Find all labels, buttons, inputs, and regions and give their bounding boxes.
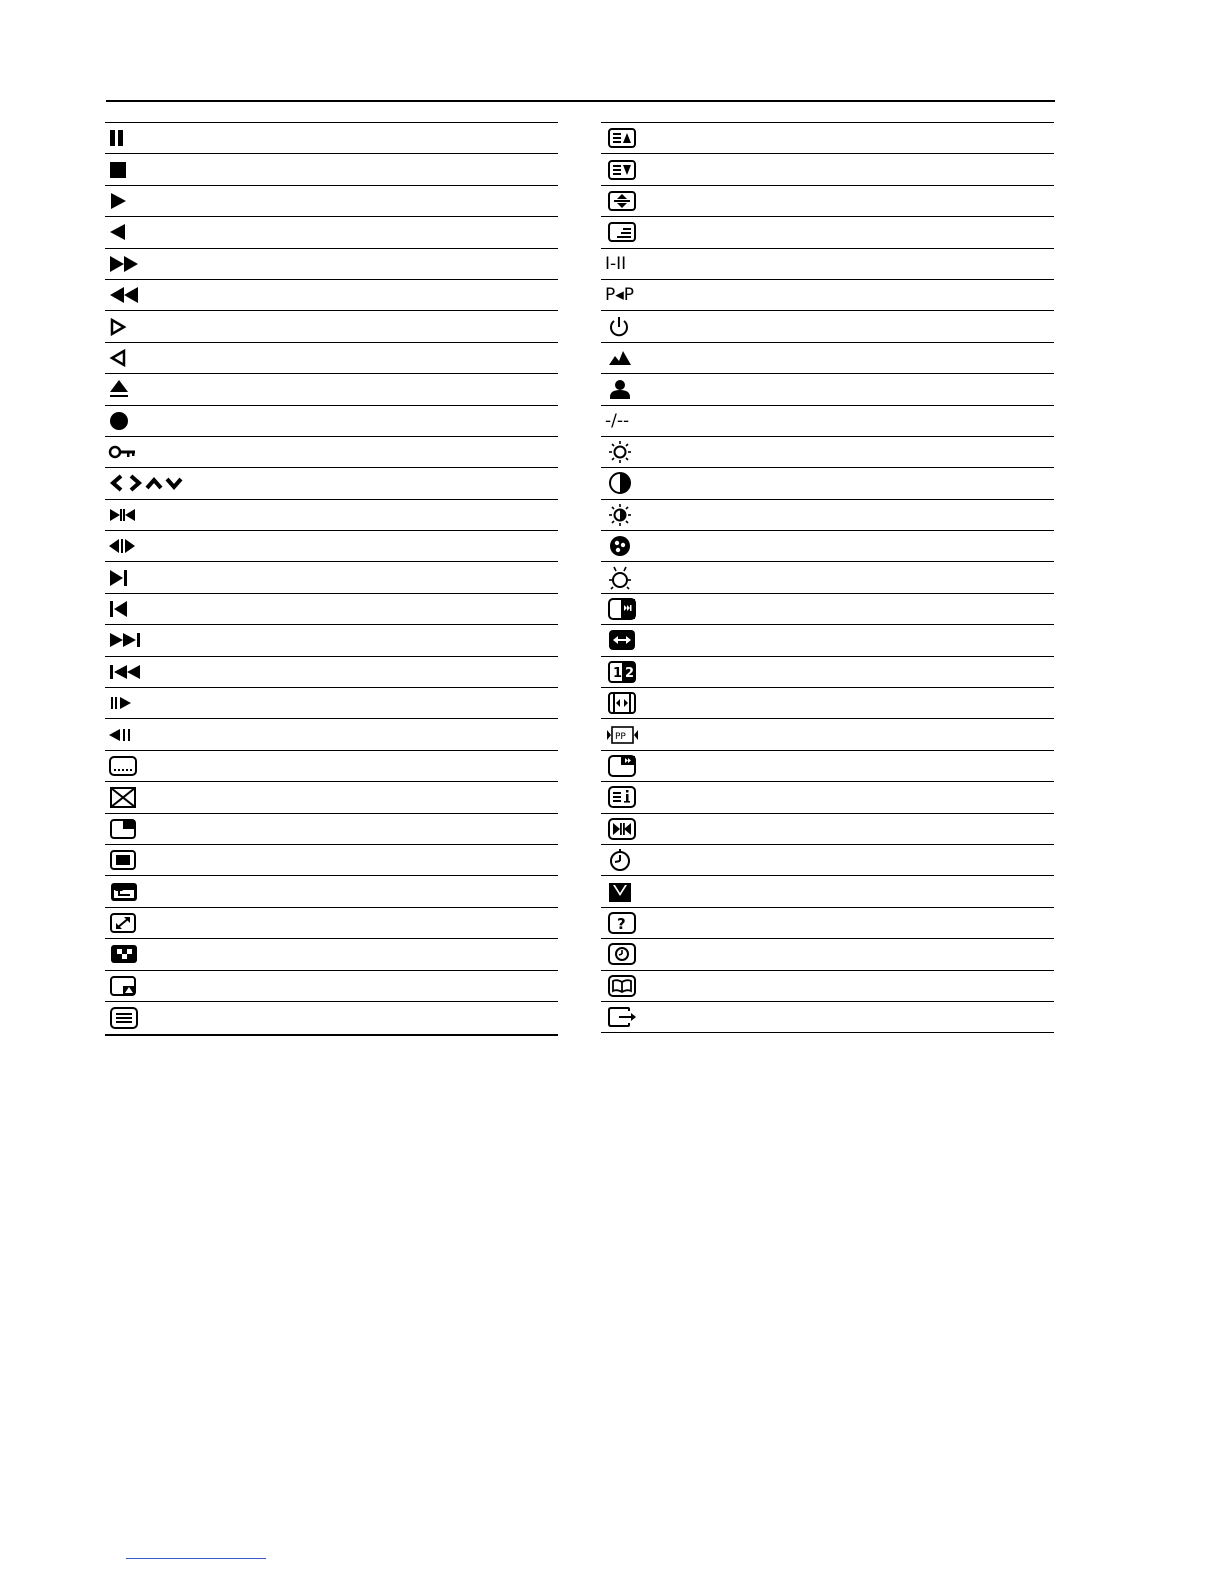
split-screen-icon xyxy=(603,660,643,684)
brightness-contrast-icon xyxy=(603,503,643,527)
stop-icon xyxy=(107,159,147,181)
symbol-row xyxy=(105,719,558,750)
exit-icon xyxy=(603,1005,643,1029)
symbol-row xyxy=(601,468,1054,499)
personal-preset-icon xyxy=(603,378,643,400)
pip-text: P◂P xyxy=(605,285,635,306)
step-split-icon xyxy=(107,535,147,557)
dual-sound-text: I-II xyxy=(605,253,627,274)
pip-swap-icon xyxy=(107,975,147,997)
symbol-row xyxy=(601,688,1054,719)
top-rule xyxy=(106,100,1055,102)
symbol-row xyxy=(105,154,558,185)
symbol-row xyxy=(105,562,558,593)
symbol-row xyxy=(601,562,1054,593)
svg-text:?: ? xyxy=(617,914,626,933)
pause-icon xyxy=(107,127,147,149)
symbol-row xyxy=(601,249,1054,280)
symbol-row xyxy=(105,468,558,499)
symbol-row xyxy=(601,876,1054,907)
symbol-row xyxy=(105,814,558,845)
symbol-row xyxy=(105,186,558,217)
symbol-row xyxy=(601,217,1054,248)
symbol-row xyxy=(105,406,558,437)
symbol-row xyxy=(601,845,1054,876)
left-symbol-column xyxy=(105,122,558,1036)
symbol-row xyxy=(601,782,1054,813)
tint-icon xyxy=(603,566,643,590)
symbol-row xyxy=(601,594,1054,625)
svg-text:2: 2 xyxy=(625,665,635,681)
symbol-row xyxy=(601,908,1054,939)
symbol-row xyxy=(105,374,558,405)
help-icon xyxy=(603,911,643,935)
record-icon xyxy=(107,410,147,432)
subtitle-icon xyxy=(107,755,147,777)
symbol-row xyxy=(105,751,558,782)
symbol-row xyxy=(601,719,1054,750)
right-symbol-column xyxy=(601,122,1054,1033)
teletext-return-icon xyxy=(107,881,147,903)
svg-text:1: 1 xyxy=(613,665,623,681)
symbol-row xyxy=(105,782,558,813)
pip-corner-icon xyxy=(107,818,147,840)
color-icon xyxy=(603,534,643,558)
teletext-list-icon xyxy=(107,1006,147,1030)
key-lock-icon xyxy=(107,441,147,463)
previous-chapter-icon xyxy=(107,661,147,683)
symbol-row xyxy=(601,751,1054,782)
symbol-row xyxy=(105,939,558,970)
frame-reverse-icon xyxy=(107,724,147,746)
next-chapter-icon xyxy=(107,629,147,651)
play-icon xyxy=(107,190,147,212)
mute-picture-icon xyxy=(107,786,147,808)
picture-mode-icon xyxy=(603,347,643,369)
book-icon xyxy=(603,974,643,998)
symbol-row xyxy=(601,625,1054,656)
symbol-row xyxy=(105,876,558,907)
pip-swap-source-icon xyxy=(603,628,643,652)
symbol-row xyxy=(105,280,558,311)
symbol-row xyxy=(601,154,1054,185)
symbol-row xyxy=(601,374,1054,405)
symbol-row xyxy=(601,311,1054,342)
symbol-row xyxy=(601,280,1054,311)
symbol-row xyxy=(601,406,1054,437)
fast-forward-icon xyxy=(107,253,147,275)
text-page-up-icon xyxy=(603,127,643,149)
svg-text:PP: PP xyxy=(615,731,626,742)
favorite-v-icon xyxy=(603,880,643,904)
pip-index-icon xyxy=(603,754,643,778)
symbol-row xyxy=(105,625,558,656)
page-link-underline[interactable] xyxy=(126,1558,266,1559)
symbol-row xyxy=(105,311,558,342)
symbol-row xyxy=(105,217,558,248)
symbol-row xyxy=(105,657,558,688)
symbol-row xyxy=(105,343,558,374)
symbol-row xyxy=(105,1002,558,1036)
text-subpage-icon xyxy=(603,221,643,243)
symbol-row xyxy=(105,971,558,1002)
symbol-row xyxy=(601,186,1054,217)
cursor-arrows-icon xyxy=(107,472,187,494)
text-info-icon xyxy=(603,785,643,809)
symbol-row xyxy=(105,845,558,876)
text-expand-icon xyxy=(603,190,643,212)
symbol-row xyxy=(601,437,1054,468)
eject-icon xyxy=(107,378,147,400)
symbol-row xyxy=(601,343,1054,374)
pip-skip-icon xyxy=(603,597,643,621)
rewind-icon xyxy=(107,284,147,306)
picture-stop-icon xyxy=(107,849,147,871)
symbol-row xyxy=(105,908,558,939)
symbol-row xyxy=(601,814,1054,845)
skip-next-icon xyxy=(107,567,147,589)
slow-forward-icon xyxy=(107,316,147,338)
play-reverse-icon xyxy=(107,221,147,243)
digit-entry-text: -/-- xyxy=(605,410,630,431)
widescreen-icon xyxy=(603,691,643,715)
symbol-row xyxy=(105,688,558,719)
skip-previous-icon xyxy=(107,598,147,620)
pp-zoom-icon xyxy=(603,723,643,747)
symbol-row xyxy=(105,249,558,280)
clock-icon xyxy=(603,942,643,966)
symbol-row xyxy=(601,531,1054,562)
symbol-row xyxy=(601,123,1054,154)
timer-icon xyxy=(603,848,643,872)
symbol-row xyxy=(105,531,558,562)
contrast-icon xyxy=(603,471,643,495)
brightness-icon xyxy=(603,440,643,464)
power-icon xyxy=(603,315,643,339)
symbol-row xyxy=(105,500,558,531)
symbol-row xyxy=(601,657,1054,688)
symbol-row xyxy=(601,939,1054,970)
mosaic-icon xyxy=(107,943,147,965)
frame-advance-icon xyxy=(107,692,147,714)
symbol-row xyxy=(105,594,558,625)
step-join-icon xyxy=(107,504,147,526)
slow-reverse-icon xyxy=(107,347,147,369)
symbol-row xyxy=(601,1002,1054,1033)
text-page-down-icon xyxy=(603,159,643,181)
symbol-row xyxy=(105,437,558,468)
symbol-row xyxy=(601,500,1054,531)
zoom-icon xyxy=(107,912,147,934)
symbol-row xyxy=(105,123,558,154)
symbol-row xyxy=(601,971,1054,1002)
freeze-join-icon xyxy=(603,817,643,841)
